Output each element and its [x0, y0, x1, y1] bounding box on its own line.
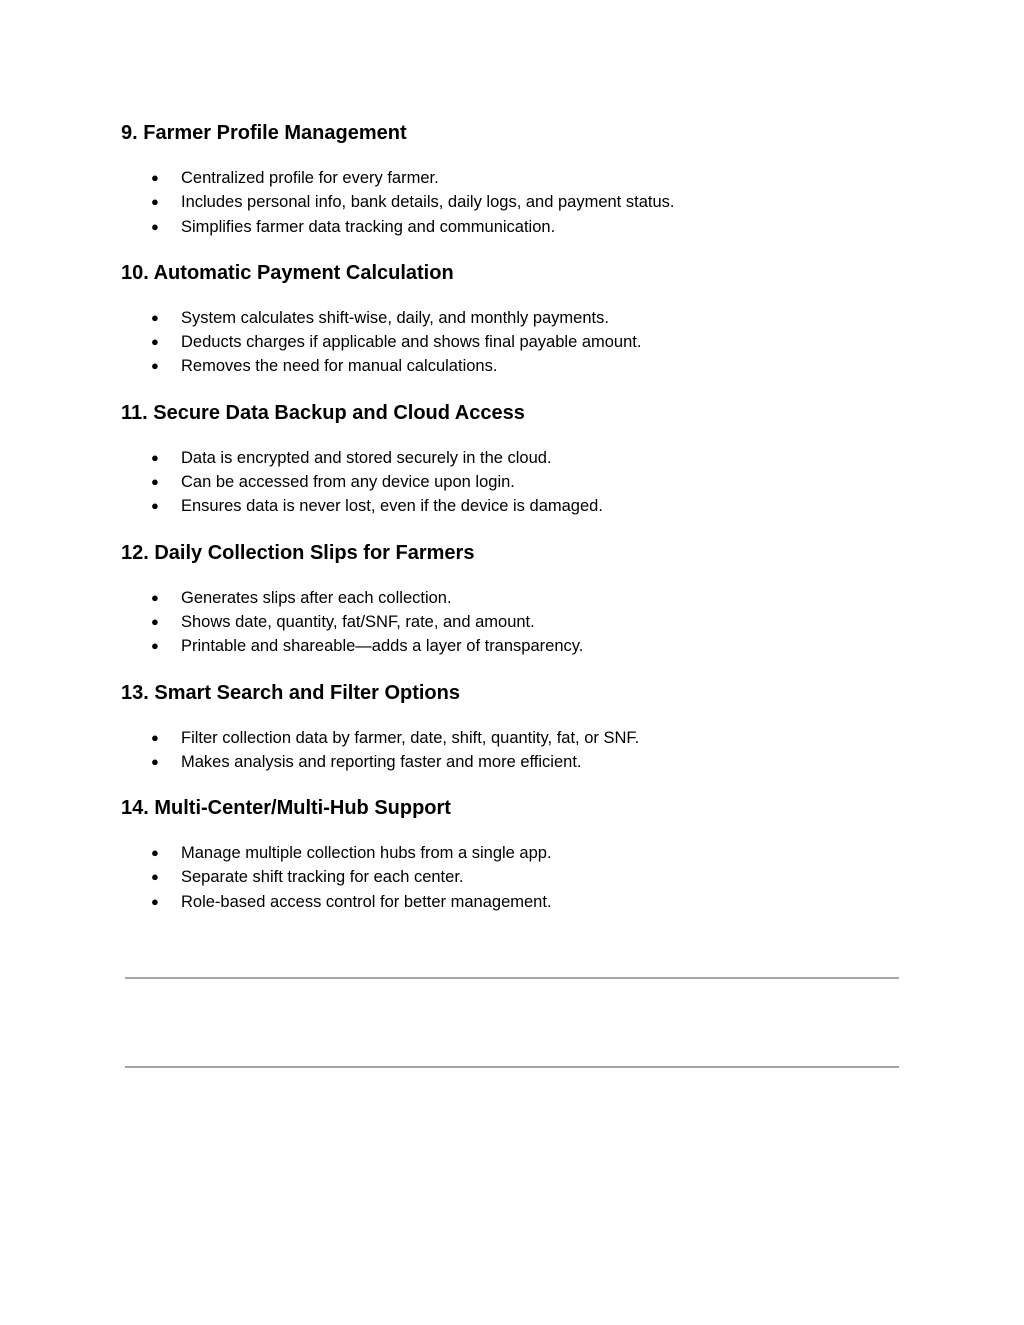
bullet-icon: ● — [151, 589, 159, 605]
list-item — [121, 215, 901, 239]
list-item — [121, 726, 901, 750]
section-multi-center-support — [121, 794, 901, 914]
list-item — [121, 494, 901, 518]
section-heading: 10. Automatic Payment Calculation — [121, 261, 454, 284]
bullet-list — [121, 166, 901, 239]
list-item — [121, 890, 901, 914]
bullet-icon: ● — [151, 309, 159, 325]
list-item — [121, 354, 901, 378]
list-item — [121, 610, 901, 634]
section-heading: 12. Daily Collection Slips for Farmers — [121, 541, 475, 564]
list-item-text: Centralized profile for every farmer. — [181, 169, 439, 187]
bullet-icon: ● — [151, 729, 159, 745]
horizontal-rule — [125, 977, 899, 979]
section-heading: 11. Secure Data Backup and Cloud Access — [121, 401, 525, 424]
list-item-text: Can be accessed from any device upon login. — [181, 473, 515, 492]
horizontal-rule — [125, 1066, 899, 1068]
bullet-list — [121, 306, 901, 379]
list-item-text: Data is encrypted and stored securely in the cloud. — [181, 448, 552, 467]
list-item — [121, 865, 901, 889]
list-item-text: Printable and shareable—adds a layer of transparency. — [181, 637, 584, 656]
list-item — [121, 470, 901, 494]
list-item — [121, 750, 901, 774]
list-item-text: System calculates shift-wise, daily, and monthly payments. — [181, 308, 609, 327]
list-item — [121, 841, 901, 865]
section-automatic-payment-calculation — [121, 259, 901, 379]
bullet-icon: ● — [151, 474, 159, 490]
bullet-list — [121, 446, 901, 519]
list-item — [121, 586, 901, 610]
list-item — [121, 306, 901, 330]
section-daily-collection-slips — [121, 539, 901, 659]
list-item-text: Filter collection data by farmer, date, shift, quantity, fat, or SNF. — [181, 728, 640, 747]
section-heading: 9. Farmer Profile Management — [121, 122, 407, 144]
list-item-text: Makes analysis and reporting faster and more efficient. — [181, 752, 582, 771]
section-smart-search-filter — [121, 679, 901, 775]
feature-sections — [121, 119, 901, 914]
bullet-icon: ● — [151, 218, 159, 234]
list-item-text: Simplifies farmer data tracking and communication. — [181, 217, 556, 236]
bullet-list — [121, 586, 901, 659]
bullet-icon: ● — [151, 449, 159, 465]
list-item-text: Ensures data is never lost, even if the device is damaged. — [181, 497, 603, 516]
list-item — [121, 166, 901, 190]
bullet-icon: ● — [151, 194, 159, 210]
list-item-text: Manage multiple collection hubs from a single app. — [181, 844, 552, 863]
list-item — [121, 634, 901, 658]
bullet-icon: ● — [151, 845, 159, 861]
bullet-icon: ● — [151, 753, 159, 769]
bullet-icon: ● — [151, 893, 159, 909]
bullet-icon: ● — [151, 358, 159, 374]
list-item-text: Removes the need for manual calculations. — [181, 357, 498, 376]
section-secure-data-backup — [121, 399, 901, 519]
list-item — [121, 330, 901, 354]
list-item-text: Generates slips after each collection. — [181, 588, 452, 607]
bullet-icon: ● — [151, 613, 159, 629]
bullet-list — [121, 841, 901, 914]
list-item-text: Separate shift tracking for each center. — [181, 868, 464, 887]
list-item-text: Deducts charges if applicable and shows final payable amount. — [181, 333, 642, 352]
list-item-text: Shows date, quantity, fat/SNF, rate, and amount. — [181, 612, 535, 631]
bullet-icon: ● — [151, 334, 159, 350]
bullet-icon: ● — [151, 869, 159, 885]
list-item — [121, 446, 901, 470]
list-item-text: Role-based access control for better management. — [181, 892, 552, 911]
section-heading: 13. Smart Search and Filter Options — [121, 681, 460, 704]
section-heading: 14. Multi-Center/Multi-Hub Support — [121, 797, 451, 820]
bullet-icon: ● — [151, 170, 159, 185]
list-item-text: Includes personal info, bank details, daily logs, and payment status. — [181, 193, 675, 212]
list-item — [121, 190, 901, 214]
section-farmer-profile-management — [121, 119, 901, 239]
bullet-icon: ● — [151, 498, 159, 514]
bullet-list — [121, 726, 901, 775]
bullet-icon: ● — [151, 638, 159, 654]
